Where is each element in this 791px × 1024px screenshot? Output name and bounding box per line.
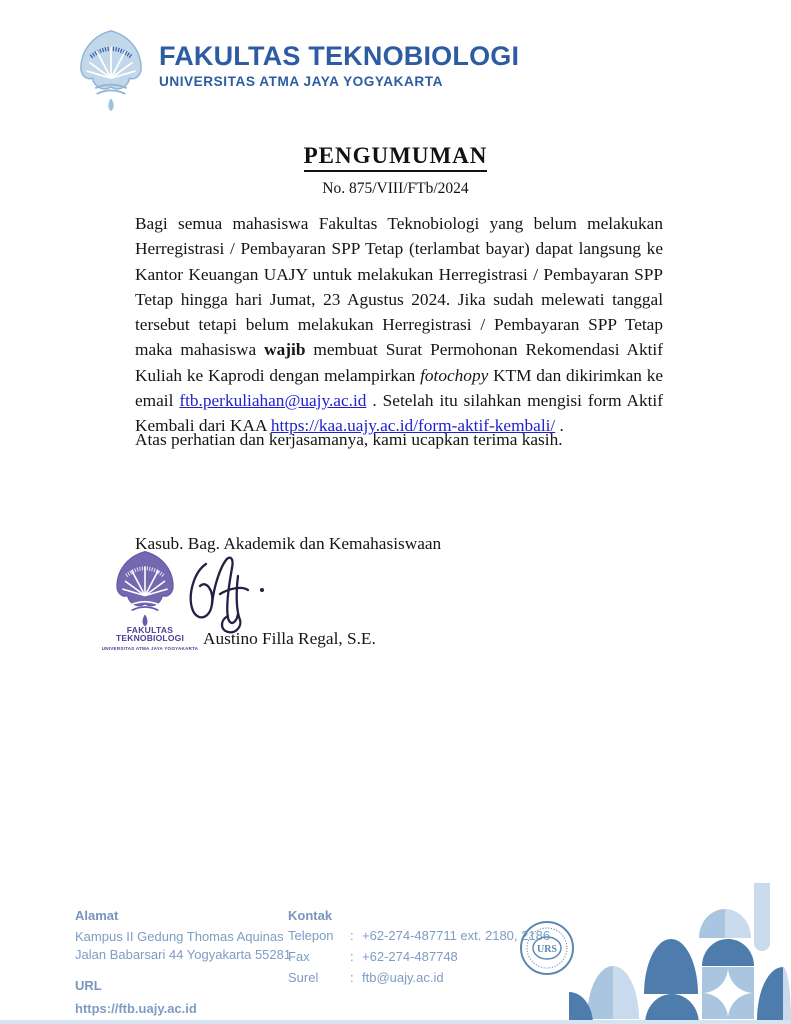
body-text: membuat Surat Permohonan Rekomendasi Aktif Kuliah ke Kaprodi dengan melampirkan [135,340,663,385]
stamp-line-3: UNIVERSITAS ATMA JAYA YOGYAKARTA [101,646,199,651]
separator: : [350,949,354,964]
contact-row [288,969,550,986]
surel-value: ftb@uajy.ac.id [362,970,444,985]
body-text-italic: fotochopy [420,365,489,385]
alamat-line-1: Kampus II Gedung Thomas Aquinas [75,929,284,944]
svg-text:URS: URS [536,944,558,955]
body-text: . [555,416,564,436]
form-link[interactable]: https://kaa.uajy.ac.id/form-aktif-kembali/ [270,416,556,436]
contact-row [288,927,550,944]
alamat-line-2: Jalan Babarsari 44 Yogyakarta 55281 [75,947,292,962]
letterhead-text [159,28,519,89]
signer-position-title: Kasub. Bag. Akademik dan Kemahasiswaan [135,534,442,553]
university-name: UNIVERSITAS ATMA JAYA YOGYAKARTA [159,74,443,89]
closing-line: Atas perhatian dan kerjasamanya, kami ucapkan terima kasih. [135,430,563,449]
kontak-label: Kontak [288,908,333,923]
alamat-label: Alamat [75,908,119,923]
email-link[interactable]: ftb.perkuliahan@uajy.ac.id [179,391,367,411]
body-text-bold: wajib [264,340,306,360]
footer-address-column [75,908,291,1016]
body-text: KTM dan dikirimkan ke email [135,365,664,411]
separator: : [350,970,354,985]
page-bottom-edge [0,1020,791,1024]
surel-label: Surel [288,970,319,985]
faculty-name: FAKULTAS TEKNOBIOLOGI [159,41,520,71]
letter-title: PENGUMUMAN [304,143,488,172]
letterhead [72,28,519,114]
url-label: URL [75,978,102,993]
body-text: . Setelah itu silahkan mengisi form Aktif Kembali dari KAA [135,391,663,436]
stamp-line-1: FAKULTAS [126,625,174,635]
fax-value: +62-274-487748 [362,949,458,964]
letter-body-paragraph [135,211,663,439]
signer-name: Austino Filla Regal, S.E. [203,629,376,648]
decorative-petal-pattern [565,878,791,1024]
telepon-label: Telepon [288,928,334,943]
separator: : [350,928,354,943]
university-logo-icon [72,28,150,114]
letter-number: No. 875/VIII/FTb/2024 [322,180,469,197]
body-text: Bagi semua mahasiswa Fakultas Teknobiologi yang belum melakukan Herregistrasi / Pembayaran SPP Tetap (terlambat bayar) dapat langsung ke Kantor Keuangan UAJY untuk melakukan Herregistrasi / Pembayaran SPP Tetap hingga hari Jumat, 23 Agustus 2024. Jika sudah melewati tanggal tersebut tetapi belum melakukan Herregistrasi / Pembayaran SPP Tetap maka mahasiswa [135,214,663,360]
faculty-url[interactable]: https://ftb.uajy.ac.id [75,1001,197,1016]
footer-contact-column [288,908,550,986]
fax-label: Fax [288,949,310,964]
contact-row [288,948,550,965]
stamp-line-2: TEKNOBIOLOGI [115,633,185,643]
signature-ink [176,546,276,642]
title-block [0,143,791,198]
telepon-value: +62-274-487711 ext. 2180, 2186 [362,928,551,943]
